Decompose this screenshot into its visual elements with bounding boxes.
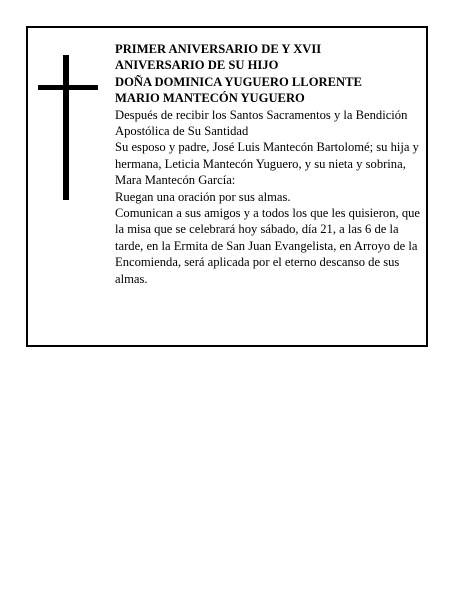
obituary-notice: [26, 26, 428, 347]
heading-line-4: MARIO MANTECÓN YUGUERO: [115, 91, 305, 106]
cross-vertical-bar: [63, 55, 69, 200]
paragraph-mass: Comunican a sus amigos y a todos los que les quisieron, que la misa que se celebrará hoy sábado, día 21, a las 6 de la tarde, en la Ermita de San Juan Evangelista, en Arroyo de la Encomienda, será aplicada por el eterno descanso de sus almas.: [115, 206, 421, 286]
cross-icon: [38, 55, 98, 200]
paragraph-prayer: Ruegan una oración por sus almas.: [115, 189, 291, 204]
heading-line-1: PRIMER ANIVERSARIO DE Y XVII: [115, 42, 322, 56]
heading-line-3: DOÑA DOMINICA YUGUERO LLORENTE: [115, 74, 362, 89]
paragraph-family: Su esposo y padre, José Luis Mantecón Bartolomé; su hija y hermana, Leticia Mantecón Yuguero, y su nieta y sobrina, Mara Mantecón García:: [115, 140, 419, 188]
cross-horizontal-bar: [38, 85, 98, 90]
notice-text: [115, 41, 425, 287]
paragraph-sacraments: Después de recibir los Santos Sacramentos y la Bendición Apostólica de Su Santidad: [115, 107, 408, 139]
heading-line-2: ANIVERSARIO DE SU HIJO: [115, 58, 279, 73]
